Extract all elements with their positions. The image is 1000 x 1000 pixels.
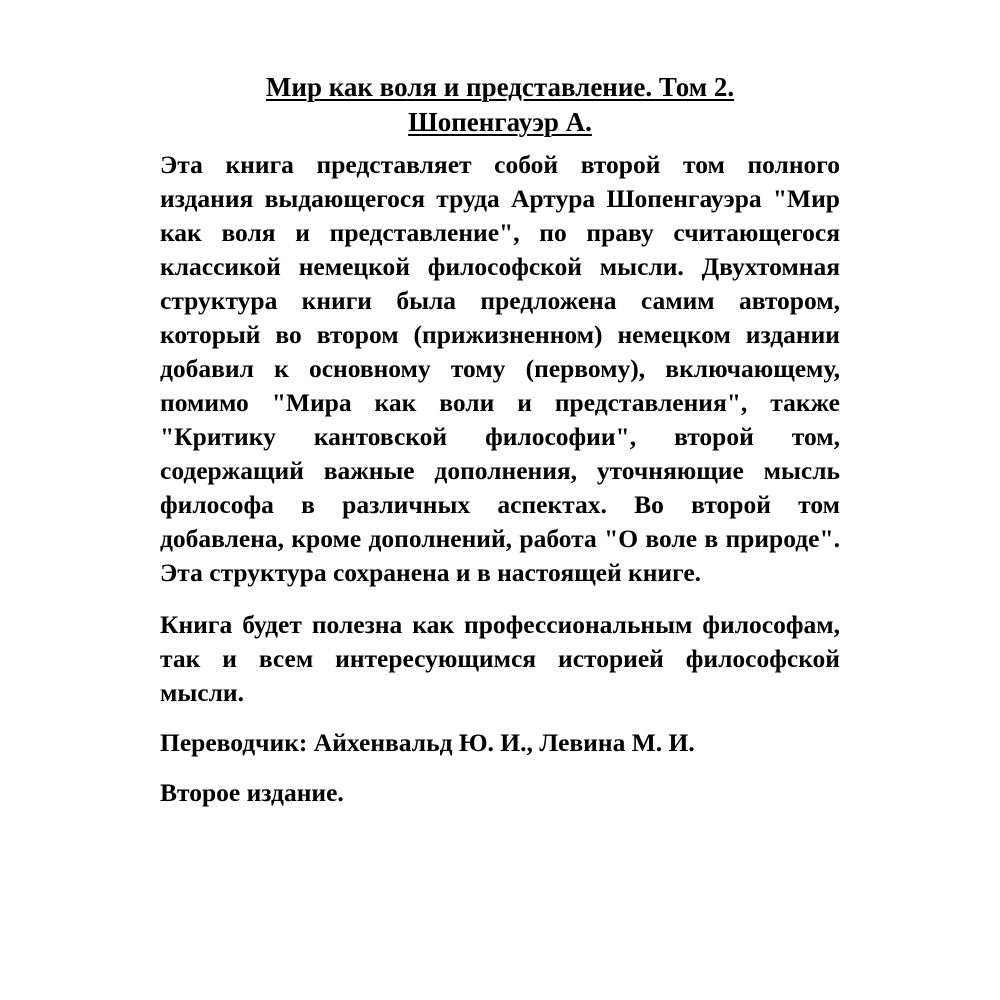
title-line-2: Шопенгауэр А. [408,107,592,137]
document-title [160,70,840,140]
description-paragraph: Эта книга представляет собой второй том полного издания выдающегося труда Артура Шопенгауэра "Мир как воля и представление", по праву считающегося классикой немецкой философской мысли. Двухтомная структура книги была предложена самим автором, который во втором (прижизненном) немецком издании добавил к основному тому (первому), включающему, помимо "Мира как воли и представления", также "Критику кантовской философии", второй том, содержащий важные дополнения, уточняющие мысль философа в различных аспектах. Во второй том добавлена, кроме дополнений, работа "О воле в природе". Эта структура сохранена и в настоящей книге. [160,150,840,587]
edition-line: Второе издание. [160,778,344,807]
title-line-1: Мир как воля и представление. Том 2. [265,72,735,102]
translator-line: Переводчик: Айхенвальд Ю. И., Левина М. И. [160,728,695,757]
audience-paragraph: Книга будет полезна как профессиональным философам, так и всем интересующимся историей философской мысли. [160,610,840,707]
